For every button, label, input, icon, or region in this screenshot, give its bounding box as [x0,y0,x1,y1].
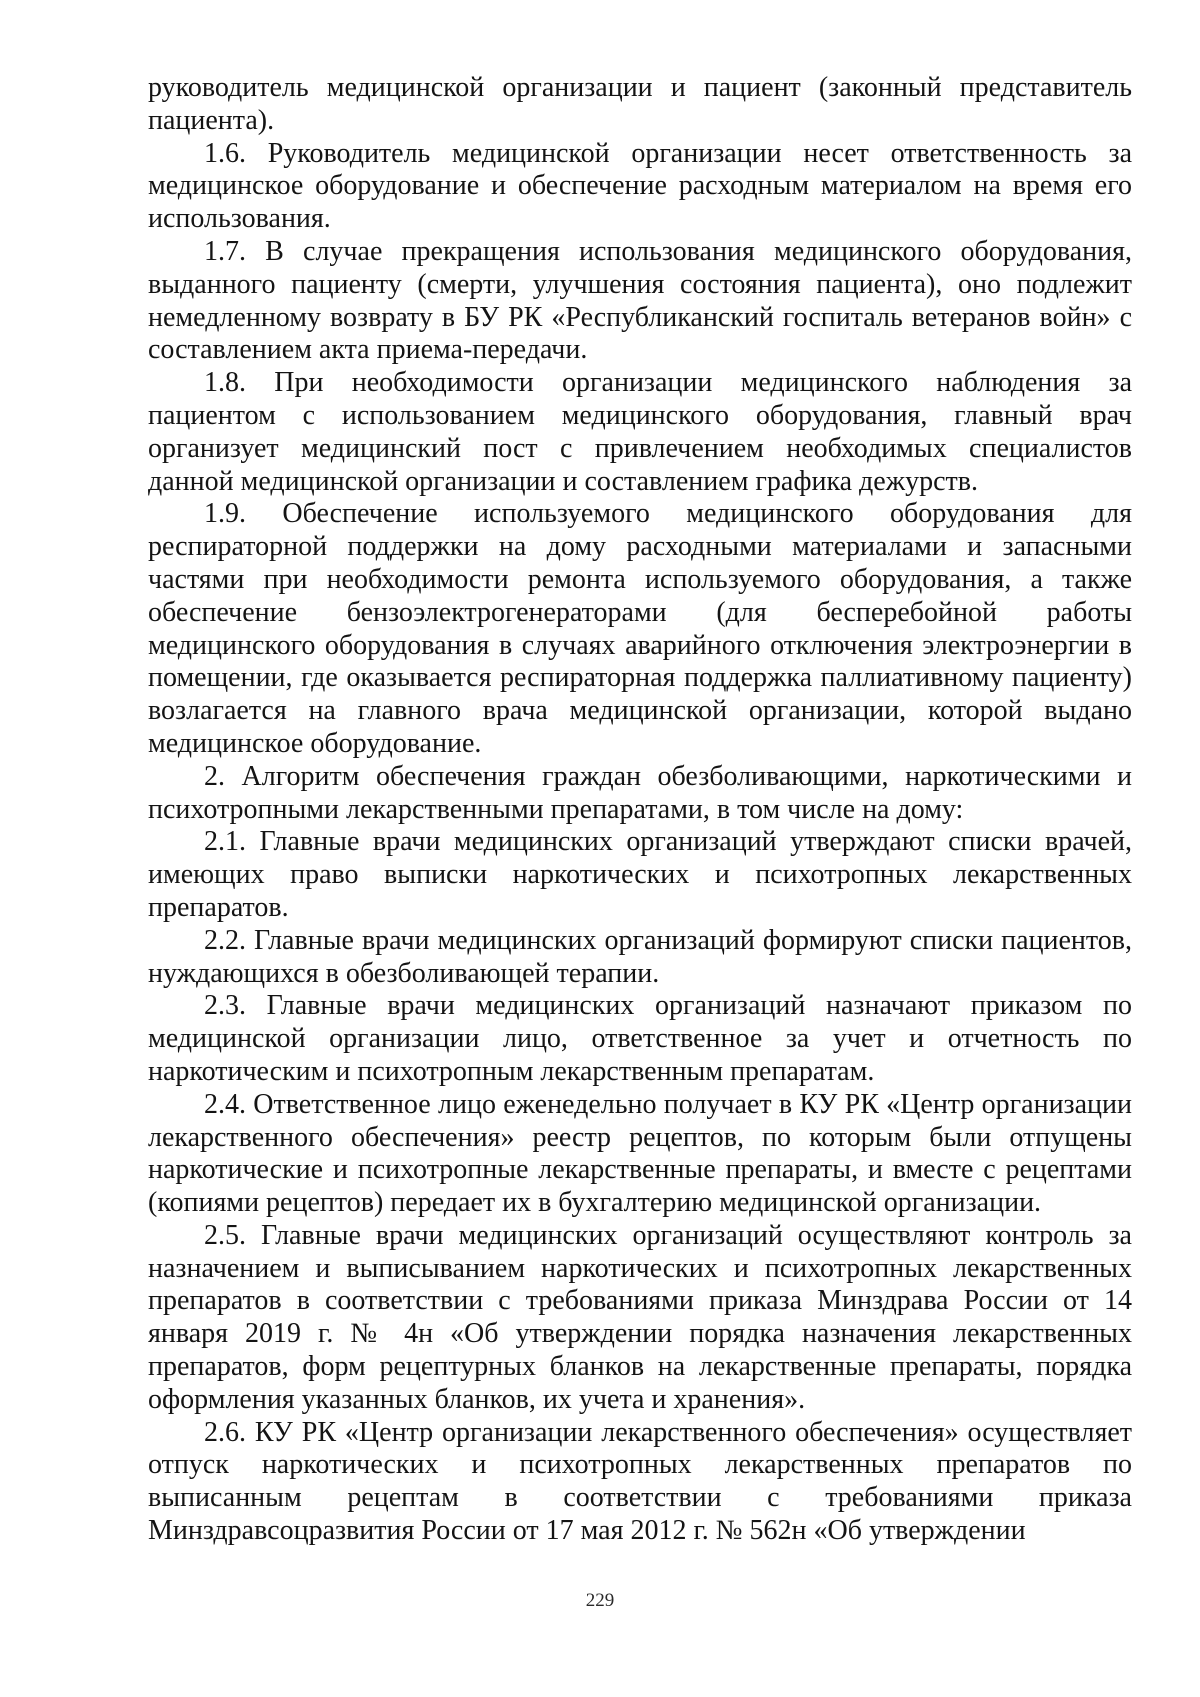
paragraph-2-5: 2.5. Главные врачи медицинских организаций осуществляют контроль за назначением и выписыванием наркотических и психотропных лекарственных препаратов в соответствии с требованиями приказа Минздрава России от 14 января 2019 г. № 4н «Об утверждении порядка назначения лекарственных препаратов, форм рецептурных бланков на лекарственные препараты, порядка оформления указанных бланков, их учета и хранения». [148,1219,1132,1415]
paragraph-2: 2. Алгоритм обеспечения граждан обезболивающими, наркотическими и психотропными лекарственными препаратами, в том числе на дому: [148,760,1132,825]
paragraph-2-4: 2.4. Ответственное лицо еженедельно получает в КУ РК «Центр организации лекарственного обеспечения» реестр рецептов, по которым были отпущены наркотические и психотропные лекарственные препараты, и вместе с рецептами (копиями рецептов) передает их в бухгалтерию медицинской организации. [148,1088,1132,1219]
paragraph-2-1: 2.1. Главные врачи медицинских организаций утверждают списки врачей, имеющих право выписки наркотических и психотропных лекарственных препаратов. [148,826,1132,923]
document-body [148,72,1132,1548]
paragraph-1-9: 1.9. Обеспечение используемого медицинского оборудования для респираторной поддержки на дому расходными материалами и запасными частями при необходимости ремонта используемого оборудования, а также обеспечение бензоэлектрогенераторами (для бесперебойной работы медицинского оборудования в случаях аварийного отключения электроэнергии в помещении, где оказывается респираторная поддержка паллиативному пациенту) возлагается на главного врача медицинской организации, которой выдано медицинское оборудование. [148,498,1132,759]
paragraph-1-6: 1.6. Руководитель медицинской организации несет ответственность за медицинское оборудование и обеспечение расходным материалом на время его использования. [148,137,1132,235]
paragraph-2-3: 2.3. Главные врачи медицинских организаций назначают приказом по медицинской организации лицо, ответственное за учет и отчетность по наркотическим и психотропным лекарственным препаратам. [148,990,1132,1087]
paragraph-2-6: 2.6. КУ РК «Центр организации лекарственного обеспечения» осуществляет отпуск наркотических и психотропных лекарственных препаратов по выписанным рецептам в соответствии с требованиями приказа Минздравсоцразвития России от 17 мая 2012 г. № 562н «Об утверждении [148,1416,1132,1547]
paragraph-2-2: 2.2. Главные врачи медицинских организаций формируют списки пациентов, нуждающихся в обезболивающей терапии. [148,924,1132,989]
paragraph-1-7: 1.7. В случае прекращения использования медицинского оборудования, выданного пациенту (смерти, улучшения состояния пациента), оно подлежит немедленному возврату в БУ РК «Республиканский госпиталь ветеранов войн» с составлением акта приема-передачи. [148,235,1132,366]
page-number: 229 [585,1590,615,1611]
paragraph-1-8: 1.8. При необходимости организации медицинского наблюдения за пациентом с использованием медицинского оборудования, главный врач организует медицинский пост с привлечением необходимых специалистов данной медицинской организации и составлением графика дежурств. [148,367,1132,497]
paragraph-continuation: руководитель медицинской организации и пациент (законный представитель пациента). [148,72,1132,136]
